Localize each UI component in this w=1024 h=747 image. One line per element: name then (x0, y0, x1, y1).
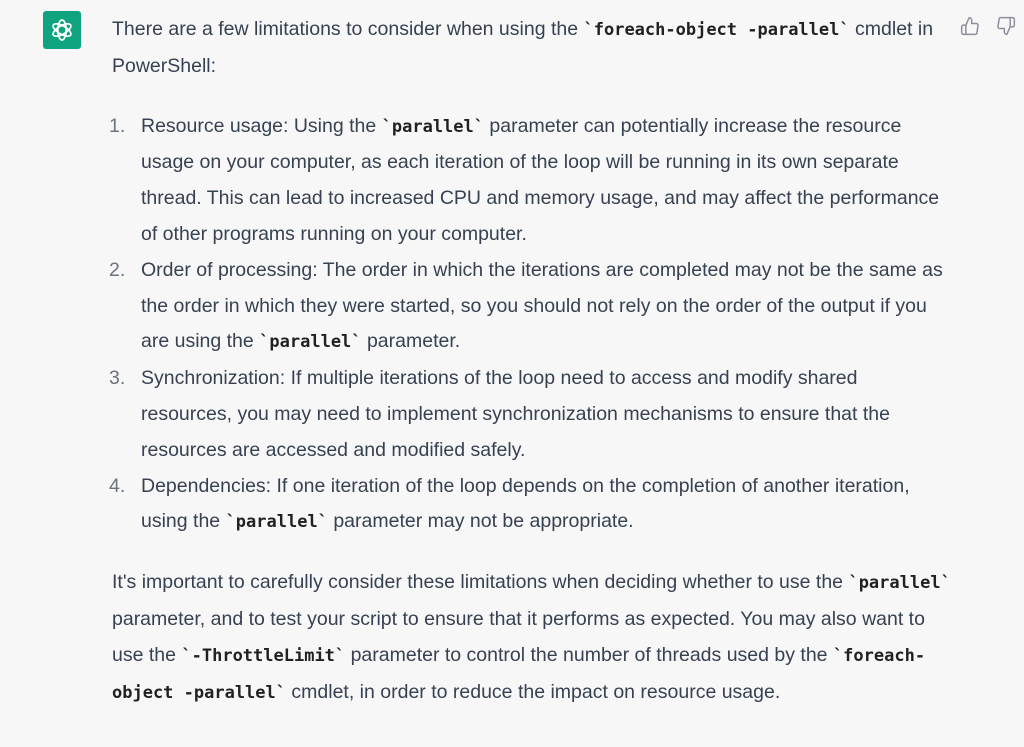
outro-text: It's important to carefully consider these limitations when deciding whether to use the (112, 571, 849, 594)
thumbs-down-icon (996, 16, 1016, 36)
list-text: Order of processing: The order in which the iterations are completed may not be the same as the order in which they were started, so you should not rely on the order of the output if you are using the (141, 258, 943, 353)
outro-paragraph (112, 565, 952, 711)
inline-code: `foreach-object -parallel` (112, 645, 926, 703)
thumbs-up-icon (960, 16, 980, 36)
feedback-buttons (958, 14, 1018, 38)
inline-code: `parallel` (848, 573, 951, 594)
inline-code: `-ThrottleLimit` (181, 645, 346, 666)
thumbs-up-button[interactable] (958, 14, 982, 38)
list-text: parameter. (361, 330, 461, 353)
list-item (109, 109, 952, 253)
list-item (109, 469, 952, 542)
outro-text: parameter to control the number of threads used by the (345, 643, 833, 666)
list-number: 2. (109, 258, 126, 281)
list-number: 3. (109, 367, 126, 390)
list-text: parameter can potentially increase the resource usage on your computer, as each iteration of the loop will be running in its own separate thread. This can lead to increased CPU and memory usage, and may affect the performance of other programs running on your computer. (141, 114, 940, 245)
inline-code: `parallel` (259, 332, 362, 353)
outro-text: parameter, and to test your script to ensure that it performs as expected. You may also want to use the (112, 607, 925, 666)
inline-code: `parallel` (225, 512, 328, 533)
outro-text: cmdlet, in order to reduce the impact on resource usage. (286, 680, 781, 703)
list-text: Synchronization: If multiple iterations of the loop need to access and modify shared resources, you may need to implement synchronization mechanisms to ensure that the resources are accessed and modified safely. (141, 367, 890, 461)
assistant-message (109, 12, 952, 711)
intro-text-end: cmdlet in PowerShell: (112, 18, 934, 77)
thumbs-down-button[interactable] (994, 14, 1018, 38)
list-item (109, 361, 952, 468)
list-text: Resource usage: Using the (141, 114, 382, 137)
openai-logo-icon (49, 17, 75, 43)
intro-text: There are a few limitations to consider when using the (112, 18, 584, 40)
assistant-avatar (43, 11, 81, 49)
list-number: 4. (109, 474, 126, 497)
intro-paragraph (112, 12, 952, 85)
list-number: 1. (109, 114, 126, 137)
inline-code: `foreach-object -parallel` (583, 20, 850, 40)
inline-code: `parallel` (381, 116, 484, 137)
list-text: parameter may not be appropriate. (327, 510, 634, 533)
list-item (109, 253, 952, 361)
limitations-list (109, 109, 952, 542)
list-text: Dependencies: If one iteration of the loop depends on the completion of another iteration, using the (141, 474, 910, 533)
